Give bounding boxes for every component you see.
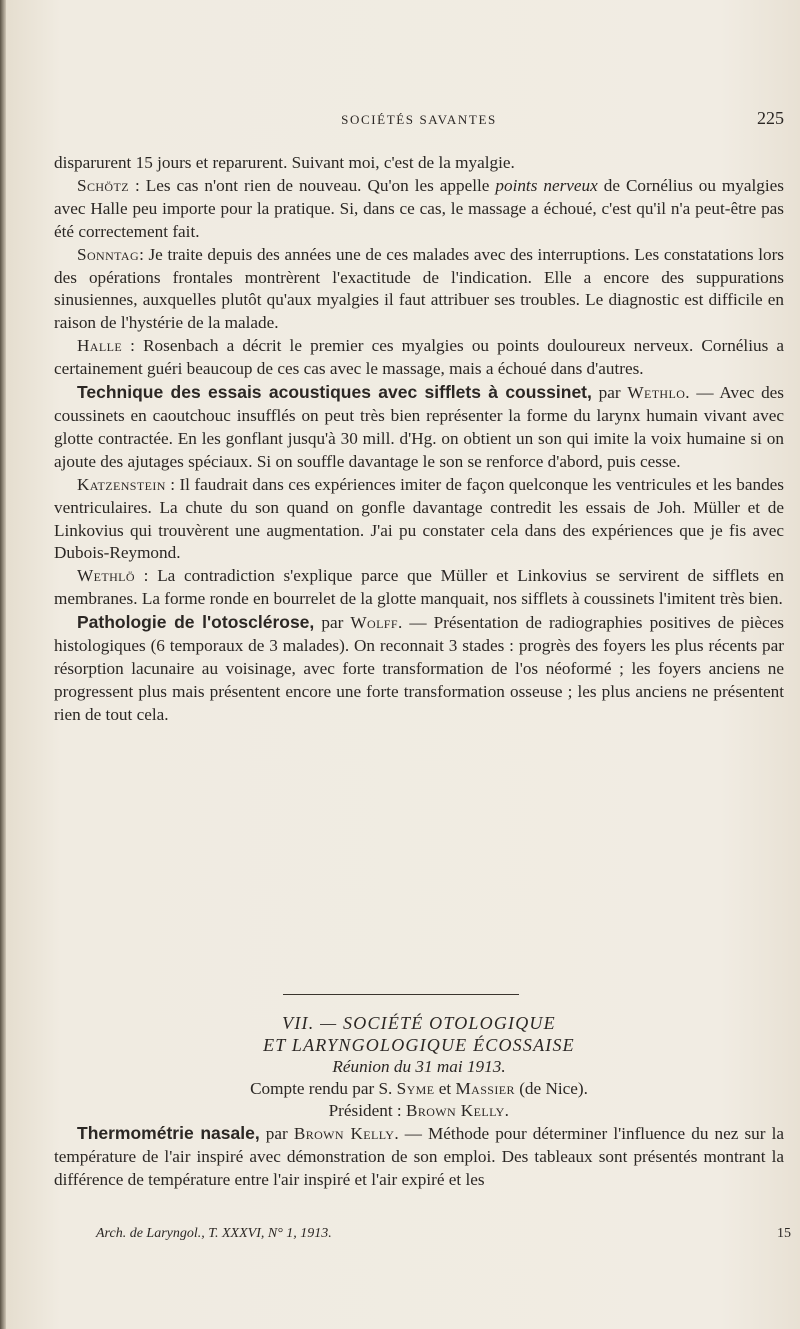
journal-reference: Arch. de Laryngol., T. XXXVI, N° 1, 1913.: [96, 1226, 332, 1241]
communication-title: Thermométrie nasale,: [77, 1123, 260, 1143]
italic-term: points nerveux: [495, 175, 598, 195]
body-text: [54, 152, 784, 727]
paragraph-text: . — Présentation de radiographies positives de pièces histologiques (6 temporaux de 3 malades). On reconnait 3 stades : progrès des foyers les plus récents par résorption lacunaire au voisinage, avec forte transformation de l'os néoformé ; les foyers anciens ne progressent plus mais présentent encore une forte transformation osseuse ; les plus anciens ne présentent rien de tout cela.: [54, 613, 784, 724]
body-text-section: [54, 1122, 784, 1192]
paragraph-pathologie: [54, 611, 784, 727]
printer-signature: 15: [777, 1226, 791, 1241]
president-line: [54, 1100, 784, 1122]
section-heading: [54, 1012, 784, 1122]
paragraph-schotz: [54, 175, 784, 244]
paragraph-text: . — Avec des coussinets en caoutchouc insufflés on peut très bien représenter la forme du larynx humain vivant avec glotte contractée. En les gonflant jusqu'à 30 mill. d'Hg. on obtient un son qui imite la voix humaine si on ajoute des ajutages spéciaux. Si on souffle davantage le son se renforce d'abord, puis cesse.: [54, 383, 784, 471]
report-suffix: (de Nice).: [514, 1079, 588, 1098]
page-footer: [96, 1226, 791, 1246]
report-author: Syme: [396, 1079, 435, 1098]
by-word: par: [314, 613, 351, 633]
paragraph-katzenstein: [54, 474, 784, 566]
speaker-name: Halle: [77, 336, 123, 356]
by-word: par: [591, 383, 628, 403]
paragraph-technique: [54, 381, 784, 474]
report-mid: et: [434, 1079, 456, 1098]
meeting-date: Réunion du 31 mai 1913.: [332, 1057, 506, 1076]
paragraph-sonntag: [54, 244, 784, 336]
speaker-name: Schötz: [77, 175, 129, 195]
paragraph-text: : Je traite depuis des années une de ces malades avec des interruptions. Les constatations lors des opérations frontales montrèrent l'exactitude de l'indication. Elle a encore des suppurations sinusiennes, auxquelles plutôt qu'aux myalgies il faut attribuer ses troubles. Le diagnostic est difficile en raison de l'hystérie de la malade.: [54, 244, 784, 333]
communication-title: Pathologie de l'otosclérose,: [77, 612, 315, 633]
paragraph-text: : Il faudrait dans ces expériences imiter de façon quelconque les ventricules et les bandes ventriculaires. La chute du son quand on gonfle davantage contredit les essais de Joh. Müller et de Linkovius qui trouvèrent une augmentation. J'ai pu constater cela dans des expériences que je fis avec Dubois-Reymond.: [54, 474, 784, 563]
paragraph-text: : Rosenbach a décrit le premier ces myalgies ou points douloureux nerveux. Cornélius a certainement guéri beaucoup de ces cas avec le massage, mais a échoué dans d'autres.: [54, 336, 784, 379]
paragraph-continuation: [54, 152, 784, 175]
page-header: [54, 106, 784, 132]
president-name: Brown Kelly.: [405, 1101, 510, 1120]
by-word: par: [259, 1124, 294, 1143]
paragraph-text: disparurent 15 jours et reparurent. Suivant moi, c'est de la myalgie.: [54, 153, 515, 172]
report-author: Massier: [455, 1079, 515, 1098]
paragraph-text: : La contradiction s'explique parce que Müller et Linkovius se servirent de sifflets en membranes. La forme ronde en bourrelet de la glotte manquait, nos sifflets à coussinets l'imitent très bien.: [54, 566, 784, 609]
speaker-name: Katzenstein: [77, 474, 166, 494]
report-credit: [54, 1078, 784, 1100]
page-edge: [0, 0, 6, 1329]
communication-title: Technique des essais acoustiques avec sifflets à coussinet,: [77, 382, 592, 403]
speaker-name: Wethlö: [77, 566, 135, 586]
report-prefix: Compte rendu par S.: [250, 1079, 397, 1098]
paragraph-wethlo: [54, 565, 784, 611]
paragraph-text: . — Méthode pour déterminer l'influence du nez sur la température de l'air inspiré avec démonstration de son emploi. Des tableaux sont présentés montrant la différence de température entre l'air inspiré et l'air expiré et les: [54, 1124, 784, 1189]
paragraph-text: : Les cas n'ont rien de nouveau. Qu'on les appelle: [128, 175, 496, 195]
paragraph-halle: [54, 335, 784, 381]
author-name: Brown Kelly: [293, 1124, 395, 1143]
section-title-line-1: VII. — SOCIÉTÉ OTOLOGIQUE: [282, 1013, 556, 1033]
page-number: 225: [757, 108, 784, 128]
president-label: Président :: [328, 1101, 406, 1120]
author-name: Wethlo: [627, 383, 686, 403]
author-name: Wolff: [350, 613, 398, 633]
paragraph-thermometrie: [54, 1122, 784, 1192]
paragraph-text: de Cornélius ou myalgies avec Halle peu importe pour la pratique. Si, dans ce cas, le massage a échoué, c'est qu'il n'a peut-être pas été correctement fait.: [54, 175, 784, 241]
section-title-line-2: ET LARYNGOLOGIQUE ÉCOSSAISE: [263, 1035, 575, 1055]
speaker-name: Sonntag: [77, 244, 140, 264]
running-title: SOCIÉTÉS SAVANTES: [341, 112, 497, 127]
section-divider: [283, 994, 519, 995]
